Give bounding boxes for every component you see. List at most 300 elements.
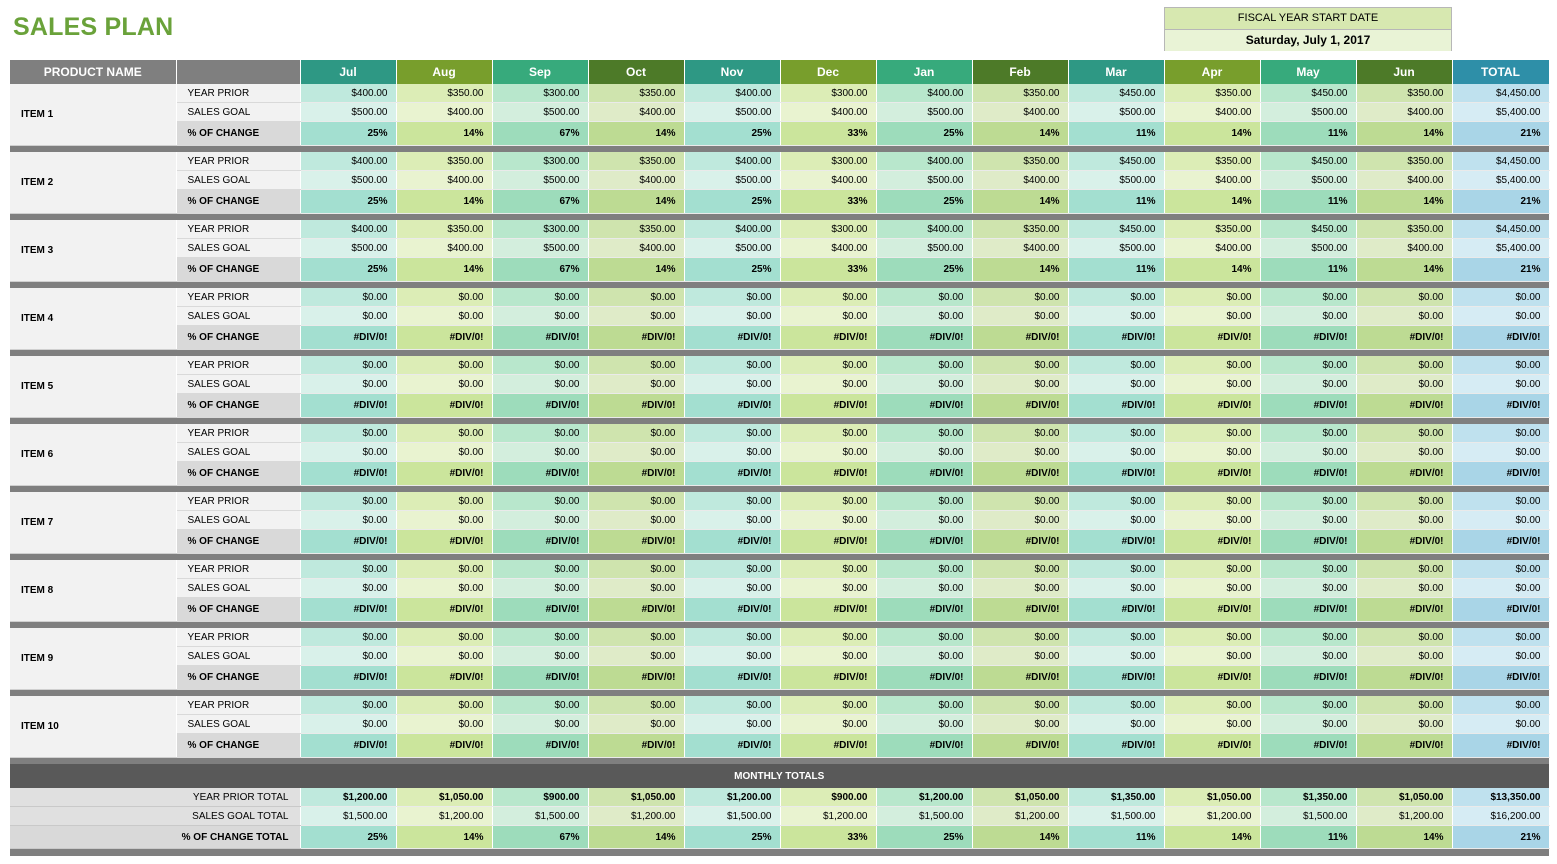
sales-goal-cell[interactable]: $400.00: [1356, 103, 1452, 122]
sales-goal-cell[interactable]: $0.00: [492, 443, 588, 462]
pct-change-cell[interactable]: 25%: [300, 258, 396, 282]
year-prior-cell[interactable]: $0.00: [780, 560, 876, 579]
pct-change-cell[interactable]: 11%: [1260, 258, 1356, 282]
year-prior-cell[interactable]: $0.00: [396, 288, 492, 307]
sales-goal-cell[interactable]: $0.00: [780, 579, 876, 598]
sales-goal-cell[interactable]: $0.00: [588, 715, 684, 734]
year-prior-cell[interactable]: $300.00: [492, 152, 588, 171]
year-prior-cell[interactable]: $450.00: [1068, 84, 1164, 103]
year-prior-cell[interactable]: $400.00: [684, 220, 780, 239]
sales-goal-cell[interactable]: $400.00: [1164, 171, 1260, 190]
year-prior-cell[interactable]: $1,050.00: [396, 788, 492, 807]
pct-change-cell[interactable]: #DIV/0!: [492, 394, 588, 418]
year-prior-cell[interactable]: $300.00: [492, 220, 588, 239]
year-prior-cell[interactable]: $1,200.00: [300, 788, 396, 807]
year-prior-cell[interactable]: $350.00: [1356, 220, 1452, 239]
year-prior-cell[interactable]: $350.00: [588, 84, 684, 103]
year-prior-cell[interactable]: $0.00: [300, 288, 396, 307]
pct-change-cell[interactable]: 25%: [684, 258, 780, 282]
sales-goal-cell[interactable]: $1,500.00: [1260, 807, 1356, 826]
sales-goal-cell[interactable]: $0.00: [1260, 511, 1356, 530]
sales-goal-cell[interactable]: $0.00: [396, 443, 492, 462]
year-prior-cell[interactable]: $300.00: [780, 152, 876, 171]
year-prior-cell[interactable]: $0.00: [1356, 424, 1452, 443]
year-prior-cell[interactable]: $0.00: [1452, 696, 1549, 715]
pct-change-cell[interactable]: #DIV/0!: [684, 394, 780, 418]
year-prior-cell[interactable]: $0.00: [492, 424, 588, 443]
sales-goal-cell[interactable]: $0.00: [972, 375, 1068, 394]
pct-change-cell[interactable]: 33%: [780, 258, 876, 282]
pct-change-cell[interactable]: #DIV/0!: [1260, 462, 1356, 486]
year-prior-cell[interactable]: $0.00: [1164, 356, 1260, 375]
pct-change-cell[interactable]: 21%: [1452, 826, 1549, 849]
year-prior-cell[interactable]: $450.00: [1260, 152, 1356, 171]
sales-goal-cell[interactable]: $500.00: [300, 239, 396, 258]
sales-goal-cell[interactable]: $0.00: [300, 647, 396, 666]
year-prior-cell[interactable]: $1,200.00: [684, 788, 780, 807]
year-prior-cell[interactable]: $0.00: [684, 288, 780, 307]
year-prior-cell[interactable]: $0.00: [1260, 424, 1356, 443]
pct-change-cell[interactable]: 14%: [588, 826, 684, 849]
year-prior-cell[interactable]: $0.00: [1068, 356, 1164, 375]
year-prior-cell[interactable]: $0.00: [1068, 560, 1164, 579]
sales-goal-cell[interactable]: $0.00: [492, 511, 588, 530]
sales-goal-cell[interactable]: $1,500.00: [492, 807, 588, 826]
pct-change-cell[interactable]: 14%: [1164, 122, 1260, 146]
sales-goal-cell[interactable]: $0.00: [1260, 579, 1356, 598]
year-prior-cell[interactable]: $0.00: [876, 356, 972, 375]
pct-change-cell[interactable]: #DIV/0!: [684, 530, 780, 554]
year-prior-cell[interactable]: $0.00: [1452, 560, 1549, 579]
pct-change-cell[interactable]: #DIV/0!: [1260, 734, 1356, 758]
pct-change-cell[interactable]: #DIV/0!: [1164, 598, 1260, 622]
year-prior-cell[interactable]: $400.00: [876, 220, 972, 239]
sales-goal-cell[interactable]: $0.00: [972, 511, 1068, 530]
pct-change-cell[interactable]: #DIV/0!: [492, 666, 588, 690]
pct-change-cell[interactable]: #DIV/0!: [876, 530, 972, 554]
year-prior-cell[interactable]: $0.00: [972, 356, 1068, 375]
sales-goal-cell[interactable]: $0.00: [1356, 579, 1452, 598]
year-prior-cell[interactable]: $0.00: [684, 356, 780, 375]
sales-goal-cell[interactable]: $0.00: [1164, 647, 1260, 666]
year-prior-cell[interactable]: $0.00: [1452, 288, 1549, 307]
pct-change-cell[interactable]: #DIV/0!: [1452, 394, 1549, 418]
sales-goal-cell[interactable]: $1,500.00: [300, 807, 396, 826]
pct-change-cell[interactable]: #DIV/0!: [972, 666, 1068, 690]
sales-goal-cell[interactable]: $400.00: [780, 103, 876, 122]
year-prior-cell[interactable]: $400.00: [300, 220, 396, 239]
year-prior-cell[interactable]: $0.00: [300, 628, 396, 647]
sales-goal-cell[interactable]: $0.00: [1164, 579, 1260, 598]
sales-goal-cell[interactable]: $0.00: [1452, 307, 1549, 326]
pct-change-cell[interactable]: 14%: [396, 826, 492, 849]
pct-change-cell[interactable]: #DIV/0!: [1260, 666, 1356, 690]
year-prior-cell[interactable]: $0.00: [396, 560, 492, 579]
sales-goal-cell[interactable]: $500.00: [876, 239, 972, 258]
pct-change-cell[interactable]: #DIV/0!: [1356, 326, 1452, 350]
year-prior-cell[interactable]: $0.00: [588, 288, 684, 307]
year-prior-cell[interactable]: $0.00: [588, 424, 684, 443]
sales-goal-cell[interactable]: $0.00: [1452, 375, 1549, 394]
pct-change-cell[interactable]: #DIV/0!: [876, 598, 972, 622]
sales-goal-cell[interactable]: $0.00: [684, 647, 780, 666]
pct-change-cell[interactable]: 14%: [1164, 190, 1260, 214]
pct-change-cell[interactable]: #DIV/0!: [1164, 462, 1260, 486]
pct-change-cell[interactable]: #DIV/0!: [1356, 734, 1452, 758]
pct-change-cell[interactable]: 14%: [396, 258, 492, 282]
sales-goal-cell[interactable]: $0.00: [1164, 715, 1260, 734]
pct-change-cell[interactable]: 25%: [300, 190, 396, 214]
sales-goal-cell[interactable]: $0.00: [1068, 647, 1164, 666]
sales-goal-cell[interactable]: $0.00: [1260, 307, 1356, 326]
year-prior-cell[interactable]: $0.00: [684, 492, 780, 511]
pct-change-cell[interactable]: #DIV/0!: [684, 598, 780, 622]
pct-change-cell[interactable]: 11%: [1068, 258, 1164, 282]
pct-change-cell[interactable]: #DIV/0!: [876, 462, 972, 486]
pct-change-cell[interactable]: 67%: [492, 122, 588, 146]
sales-goal-cell[interactable]: $0.00: [684, 375, 780, 394]
pct-change-cell[interactable]: 25%: [300, 826, 396, 849]
year-prior-cell[interactable]: $350.00: [1164, 220, 1260, 239]
pct-change-cell[interactable]: 14%: [972, 122, 1068, 146]
pct-change-cell[interactable]: #DIV/0!: [684, 462, 780, 486]
year-prior-cell[interactable]: $4,450.00: [1452, 152, 1549, 171]
pct-change-cell[interactable]: #DIV/0!: [876, 734, 972, 758]
sales-goal-cell[interactable]: $0.00: [300, 375, 396, 394]
pct-change-cell[interactable]: #DIV/0!: [1356, 598, 1452, 622]
sales-goal-cell[interactable]: $1,500.00: [876, 807, 972, 826]
item-name[interactable]: ITEM 10: [10, 696, 176, 758]
pct-change-cell[interactable]: #DIV/0!: [1356, 462, 1452, 486]
sales-goal-cell[interactable]: $0.00: [1260, 715, 1356, 734]
pct-change-cell[interactable]: 11%: [1260, 826, 1356, 849]
pct-change-cell[interactable]: #DIV/0!: [396, 326, 492, 350]
year-prior-cell[interactable]: $400.00: [876, 84, 972, 103]
sales-goal-cell[interactable]: $0.00: [780, 647, 876, 666]
sales-goal-cell[interactable]: $500.00: [492, 103, 588, 122]
pct-change-cell[interactable]: #DIV/0!: [684, 666, 780, 690]
year-prior-cell[interactable]: $300.00: [780, 84, 876, 103]
pct-change-cell[interactable]: #DIV/0!: [972, 394, 1068, 418]
pct-change-cell[interactable]: #DIV/0!: [876, 666, 972, 690]
year-prior-cell[interactable]: $0.00: [1452, 424, 1549, 443]
year-prior-cell[interactable]: $0.00: [972, 424, 1068, 443]
pct-change-cell[interactable]: 67%: [492, 258, 588, 282]
sales-goal-cell[interactable]: $0.00: [1356, 307, 1452, 326]
pct-change-cell[interactable]: 25%: [876, 190, 972, 214]
sales-goal-cell[interactable]: $400.00: [972, 103, 1068, 122]
sales-goal-cell[interactable]: $0.00: [780, 307, 876, 326]
sales-goal-cell[interactable]: $0.00: [1452, 579, 1549, 598]
sales-goal-cell[interactable]: $0.00: [1068, 375, 1164, 394]
pct-change-cell[interactable]: 14%: [1356, 258, 1452, 282]
pct-change-cell[interactable]: #DIV/0!: [1068, 462, 1164, 486]
pct-change-cell[interactable]: #DIV/0!: [1164, 530, 1260, 554]
year-prior-cell[interactable]: $1,050.00: [1356, 788, 1452, 807]
sales-goal-cell[interactable]: $0.00: [1452, 647, 1549, 666]
sales-goal-cell[interactable]: $0.00: [1068, 443, 1164, 462]
sales-goal-cell[interactable]: $0.00: [876, 715, 972, 734]
year-prior-cell[interactable]: $0.00: [1356, 628, 1452, 647]
pct-change-cell[interactable]: #DIV/0!: [1356, 394, 1452, 418]
year-prior-cell[interactable]: $350.00: [1356, 152, 1452, 171]
pct-change-cell[interactable]: #DIV/0!: [972, 598, 1068, 622]
pct-change-cell[interactable]: #DIV/0!: [1452, 734, 1549, 758]
pct-change-cell[interactable]: 25%: [876, 826, 972, 849]
sales-goal-cell[interactable]: $0.00: [1356, 511, 1452, 530]
sales-goal-cell[interactable]: $0.00: [492, 579, 588, 598]
sales-goal-cell[interactable]: $0.00: [972, 307, 1068, 326]
year-prior-cell[interactable]: $0.00: [780, 288, 876, 307]
year-prior-cell[interactable]: $0.00: [396, 628, 492, 647]
sales-goal-cell[interactable]: $0.00: [972, 443, 1068, 462]
fiscal-year-value[interactable]: Saturday, July 1, 2017: [1165, 30, 1451, 51]
year-prior-cell[interactable]: $0.00: [684, 424, 780, 443]
sales-goal-cell[interactable]: $400.00: [588, 103, 684, 122]
pct-change-cell[interactable]: #DIV/0!: [780, 666, 876, 690]
sales-goal-cell[interactable]: $5,400.00: [1452, 103, 1549, 122]
sales-goal-cell[interactable]: $0.00: [492, 715, 588, 734]
year-prior-cell[interactable]: $0.00: [972, 696, 1068, 715]
sales-goal-cell[interactable]: $0.00: [876, 375, 972, 394]
year-prior-cell[interactable]: $0.00: [1260, 628, 1356, 647]
sales-goal-cell[interactable]: $400.00: [1356, 239, 1452, 258]
sales-goal-cell[interactable]: $1,200.00: [588, 807, 684, 826]
sales-goal-cell[interactable]: $400.00: [972, 239, 1068, 258]
pct-change-cell[interactable]: #DIV/0!: [972, 326, 1068, 350]
sales-goal-cell[interactable]: $400.00: [396, 171, 492, 190]
sales-goal-cell[interactable]: $0.00: [780, 375, 876, 394]
pct-change-cell[interactable]: 14%: [972, 190, 1068, 214]
sales-goal-cell[interactable]: $500.00: [300, 171, 396, 190]
pct-change-cell[interactable]: #DIV/0!: [588, 530, 684, 554]
year-prior-cell[interactable]: $0.00: [1356, 356, 1452, 375]
pct-change-cell[interactable]: #DIV/0!: [1164, 326, 1260, 350]
year-prior-cell[interactable]: $0.00: [1068, 628, 1164, 647]
sales-goal-cell[interactable]: $0.00: [1452, 511, 1549, 530]
pct-change-cell[interactable]: #DIV/0!: [588, 598, 684, 622]
year-prior-cell[interactable]: $0.00: [1068, 424, 1164, 443]
pct-change-cell[interactable]: #DIV/0!: [588, 666, 684, 690]
sales-goal-cell[interactable]: $500.00: [684, 171, 780, 190]
sales-goal-cell[interactable]: $0.00: [1356, 443, 1452, 462]
sales-goal-cell[interactable]: $0.00: [588, 375, 684, 394]
sales-goal-cell[interactable]: $0.00: [1164, 307, 1260, 326]
year-prior-cell[interactable]: $0.00: [876, 424, 972, 443]
year-prior-cell[interactable]: $400.00: [684, 84, 780, 103]
pct-change-cell[interactable]: 14%: [972, 826, 1068, 849]
pct-change-cell[interactable]: #DIV/0!: [780, 462, 876, 486]
year-prior-cell[interactable]: $0.00: [684, 696, 780, 715]
sales-goal-cell[interactable]: $0.00: [972, 647, 1068, 666]
pct-change-cell[interactable]: #DIV/0!: [1068, 598, 1164, 622]
pct-change-cell[interactable]: #DIV/0!: [1356, 666, 1452, 690]
sales-goal-cell[interactable]: $0.00: [1164, 443, 1260, 462]
item-name[interactable]: ITEM 1: [10, 84, 176, 146]
pct-change-cell[interactable]: 14%: [396, 190, 492, 214]
sales-goal-cell[interactable]: $400.00: [972, 171, 1068, 190]
pct-change-cell[interactable]: 67%: [492, 190, 588, 214]
item-name[interactable]: ITEM 4: [10, 288, 176, 350]
pct-change-cell[interactable]: #DIV/0!: [492, 734, 588, 758]
sales-goal-cell[interactable]: $400.00: [780, 171, 876, 190]
pct-change-cell[interactable]: #DIV/0!: [1356, 530, 1452, 554]
pct-change-cell[interactable]: #DIV/0!: [1164, 394, 1260, 418]
pct-change-cell[interactable]: #DIV/0!: [396, 598, 492, 622]
sales-goal-cell[interactable]: $500.00: [1260, 239, 1356, 258]
pct-change-cell[interactable]: #DIV/0!: [588, 462, 684, 486]
sales-goal-cell[interactable]: $0.00: [1356, 647, 1452, 666]
sales-goal-cell[interactable]: $0.00: [684, 307, 780, 326]
pct-change-cell[interactable]: #DIV/0!: [780, 734, 876, 758]
pct-change-cell[interactable]: 14%: [588, 190, 684, 214]
sales-goal-cell[interactable]: $0.00: [1260, 443, 1356, 462]
item-name[interactable]: ITEM 6: [10, 424, 176, 486]
pct-change-cell[interactable]: 14%: [1164, 826, 1260, 849]
sales-goal-cell[interactable]: $0.00: [396, 647, 492, 666]
sales-goal-cell[interactable]: $0.00: [876, 647, 972, 666]
year-prior-cell[interactable]: $0.00: [1452, 356, 1549, 375]
sales-goal-cell[interactable]: $0.00: [1356, 715, 1452, 734]
year-prior-cell[interactable]: $350.00: [1164, 84, 1260, 103]
item-name[interactable]: ITEM 2: [10, 152, 176, 214]
sales-goal-cell[interactable]: $500.00: [876, 103, 972, 122]
year-prior-cell[interactable]: $0.00: [492, 628, 588, 647]
sales-goal-cell[interactable]: $0.00: [876, 579, 972, 598]
year-prior-cell[interactable]: $0.00: [1068, 696, 1164, 715]
pct-change-cell[interactable]: #DIV/0!: [1452, 598, 1549, 622]
year-prior-cell[interactable]: $400.00: [876, 152, 972, 171]
sales-goal-cell[interactable]: $0.00: [588, 647, 684, 666]
pct-change-cell[interactable]: 25%: [876, 122, 972, 146]
pct-change-cell[interactable]: #DIV/0!: [588, 734, 684, 758]
pct-change-cell[interactable]: #DIV/0!: [1452, 462, 1549, 486]
sales-goal-cell[interactable]: $0.00: [396, 579, 492, 598]
pct-change-cell[interactable]: 25%: [876, 258, 972, 282]
sales-goal-cell[interactable]: $1,200.00: [1164, 807, 1260, 826]
pct-change-cell[interactable]: #DIV/0!: [300, 666, 396, 690]
pct-change-cell[interactable]: 14%: [1356, 826, 1452, 849]
sales-goal-cell[interactable]: $500.00: [684, 239, 780, 258]
year-prior-cell[interactable]: $0.00: [972, 560, 1068, 579]
pct-change-cell[interactable]: 21%: [1452, 122, 1549, 146]
pct-change-cell[interactable]: #DIV/0!: [300, 394, 396, 418]
year-prior-cell[interactable]: $350.00: [1164, 152, 1260, 171]
year-prior-cell[interactable]: $400.00: [684, 152, 780, 171]
pct-change-cell[interactable]: #DIV/0!: [876, 394, 972, 418]
year-prior-cell[interactable]: $4,450.00: [1452, 220, 1549, 239]
sales-goal-cell[interactable]: $400.00: [1164, 103, 1260, 122]
sales-goal-cell[interactable]: $500.00: [1260, 171, 1356, 190]
sales-goal-cell[interactable]: $0.00: [876, 307, 972, 326]
sales-goal-cell[interactable]: $500.00: [1068, 103, 1164, 122]
pct-change-cell[interactable]: 11%: [1068, 826, 1164, 849]
pct-change-cell[interactable]: 14%: [972, 258, 1068, 282]
sales-goal-cell[interactable]: $0.00: [588, 307, 684, 326]
pct-change-cell[interactable]: #DIV/0!: [1452, 666, 1549, 690]
sales-goal-cell[interactable]: $0.00: [300, 511, 396, 530]
pct-change-cell[interactable]: #DIV/0!: [396, 734, 492, 758]
sales-goal-cell[interactable]: $5,400.00: [1452, 171, 1549, 190]
year-prior-cell[interactable]: $0.00: [780, 492, 876, 511]
pct-change-cell[interactable]: 14%: [588, 258, 684, 282]
sales-goal-cell[interactable]: $0.00: [684, 715, 780, 734]
sales-goal-cell[interactable]: $0.00: [1068, 579, 1164, 598]
pct-change-cell[interactable]: #DIV/0!: [876, 326, 972, 350]
sales-goal-cell[interactable]: $1,200.00: [972, 807, 1068, 826]
pct-change-cell[interactable]: #DIV/0!: [1068, 666, 1164, 690]
sales-goal-cell[interactable]: $0.00: [588, 511, 684, 530]
year-prior-cell[interactable]: $0.00: [780, 356, 876, 375]
sales-goal-cell[interactable]: $0.00: [780, 715, 876, 734]
pct-change-cell[interactable]: 11%: [1068, 190, 1164, 214]
pct-change-cell[interactable]: #DIV/0!: [1452, 530, 1549, 554]
year-prior-cell[interactable]: $0.00: [1164, 560, 1260, 579]
sales-goal-cell[interactable]: $400.00: [1164, 239, 1260, 258]
pct-change-cell[interactable]: 11%: [1068, 122, 1164, 146]
item-name[interactable]: ITEM 3: [10, 220, 176, 282]
sales-goal-cell[interactable]: $500.00: [684, 103, 780, 122]
sales-goal-cell[interactable]: $0.00: [1452, 443, 1549, 462]
pct-change-cell[interactable]: #DIV/0!: [300, 462, 396, 486]
sales-goal-cell[interactable]: $0.00: [780, 511, 876, 530]
sales-goal-cell[interactable]: $0.00: [588, 579, 684, 598]
year-prior-cell[interactable]: $0.00: [972, 288, 1068, 307]
sales-goal-cell[interactable]: $0.00: [1452, 715, 1549, 734]
pct-change-cell[interactable]: #DIV/0!: [972, 530, 1068, 554]
item-name[interactable]: ITEM 9: [10, 628, 176, 690]
pct-change-cell[interactable]: #DIV/0!: [684, 326, 780, 350]
year-prior-cell[interactable]: $0.00: [1452, 628, 1549, 647]
sales-goal-cell[interactable]: $0.00: [1164, 511, 1260, 530]
sales-goal-cell[interactable]: $0.00: [492, 647, 588, 666]
year-prior-cell[interactable]: $350.00: [972, 84, 1068, 103]
year-prior-cell[interactable]: $0.00: [1068, 492, 1164, 511]
year-prior-cell[interactable]: $1,050.00: [588, 788, 684, 807]
sales-goal-cell[interactable]: $0.00: [396, 715, 492, 734]
year-prior-cell[interactable]: $0.00: [1356, 492, 1452, 511]
pct-change-cell[interactable]: 25%: [684, 826, 780, 849]
pct-change-cell[interactable]: #DIV/0!: [780, 530, 876, 554]
year-prior-cell[interactable]: $350.00: [972, 220, 1068, 239]
year-prior-cell[interactable]: $450.00: [1068, 220, 1164, 239]
year-prior-cell[interactable]: $0.00: [876, 560, 972, 579]
sales-goal-cell[interactable]: $1,500.00: [1068, 807, 1164, 826]
year-prior-cell[interactable]: $1,350.00: [1068, 788, 1164, 807]
year-prior-cell[interactable]: $0.00: [1164, 492, 1260, 511]
year-prior-cell[interactable]: $900.00: [780, 788, 876, 807]
pct-change-cell[interactable]: #DIV/0!: [1164, 666, 1260, 690]
sales-goal-cell[interactable]: $500.00: [1068, 171, 1164, 190]
year-prior-cell[interactable]: $1,350.00: [1260, 788, 1356, 807]
pct-change-cell[interactable]: #DIV/0!: [492, 462, 588, 486]
sales-goal-cell[interactable]: $0.00: [492, 307, 588, 326]
year-prior-cell[interactable]: $0.00: [396, 492, 492, 511]
pct-change-cell[interactable]: #DIV/0!: [1260, 598, 1356, 622]
sales-goal-cell[interactable]: $0.00: [1068, 307, 1164, 326]
year-prior-cell[interactable]: $400.00: [300, 84, 396, 103]
year-prior-cell[interactable]: $350.00: [396, 220, 492, 239]
year-prior-cell[interactable]: $0.00: [684, 560, 780, 579]
pct-change-cell[interactable]: #DIV/0!: [396, 462, 492, 486]
year-prior-cell[interactable]: $350.00: [1356, 84, 1452, 103]
year-prior-cell[interactable]: $350.00: [396, 152, 492, 171]
sales-goal-cell[interactable]: $1,200.00: [780, 807, 876, 826]
sales-goal-cell[interactable]: $0.00: [588, 443, 684, 462]
pct-change-cell[interactable]: #DIV/0!: [780, 394, 876, 418]
pct-change-cell[interactable]: #DIV/0!: [1068, 394, 1164, 418]
year-prior-cell[interactable]: $13,350.00: [1452, 788, 1549, 807]
